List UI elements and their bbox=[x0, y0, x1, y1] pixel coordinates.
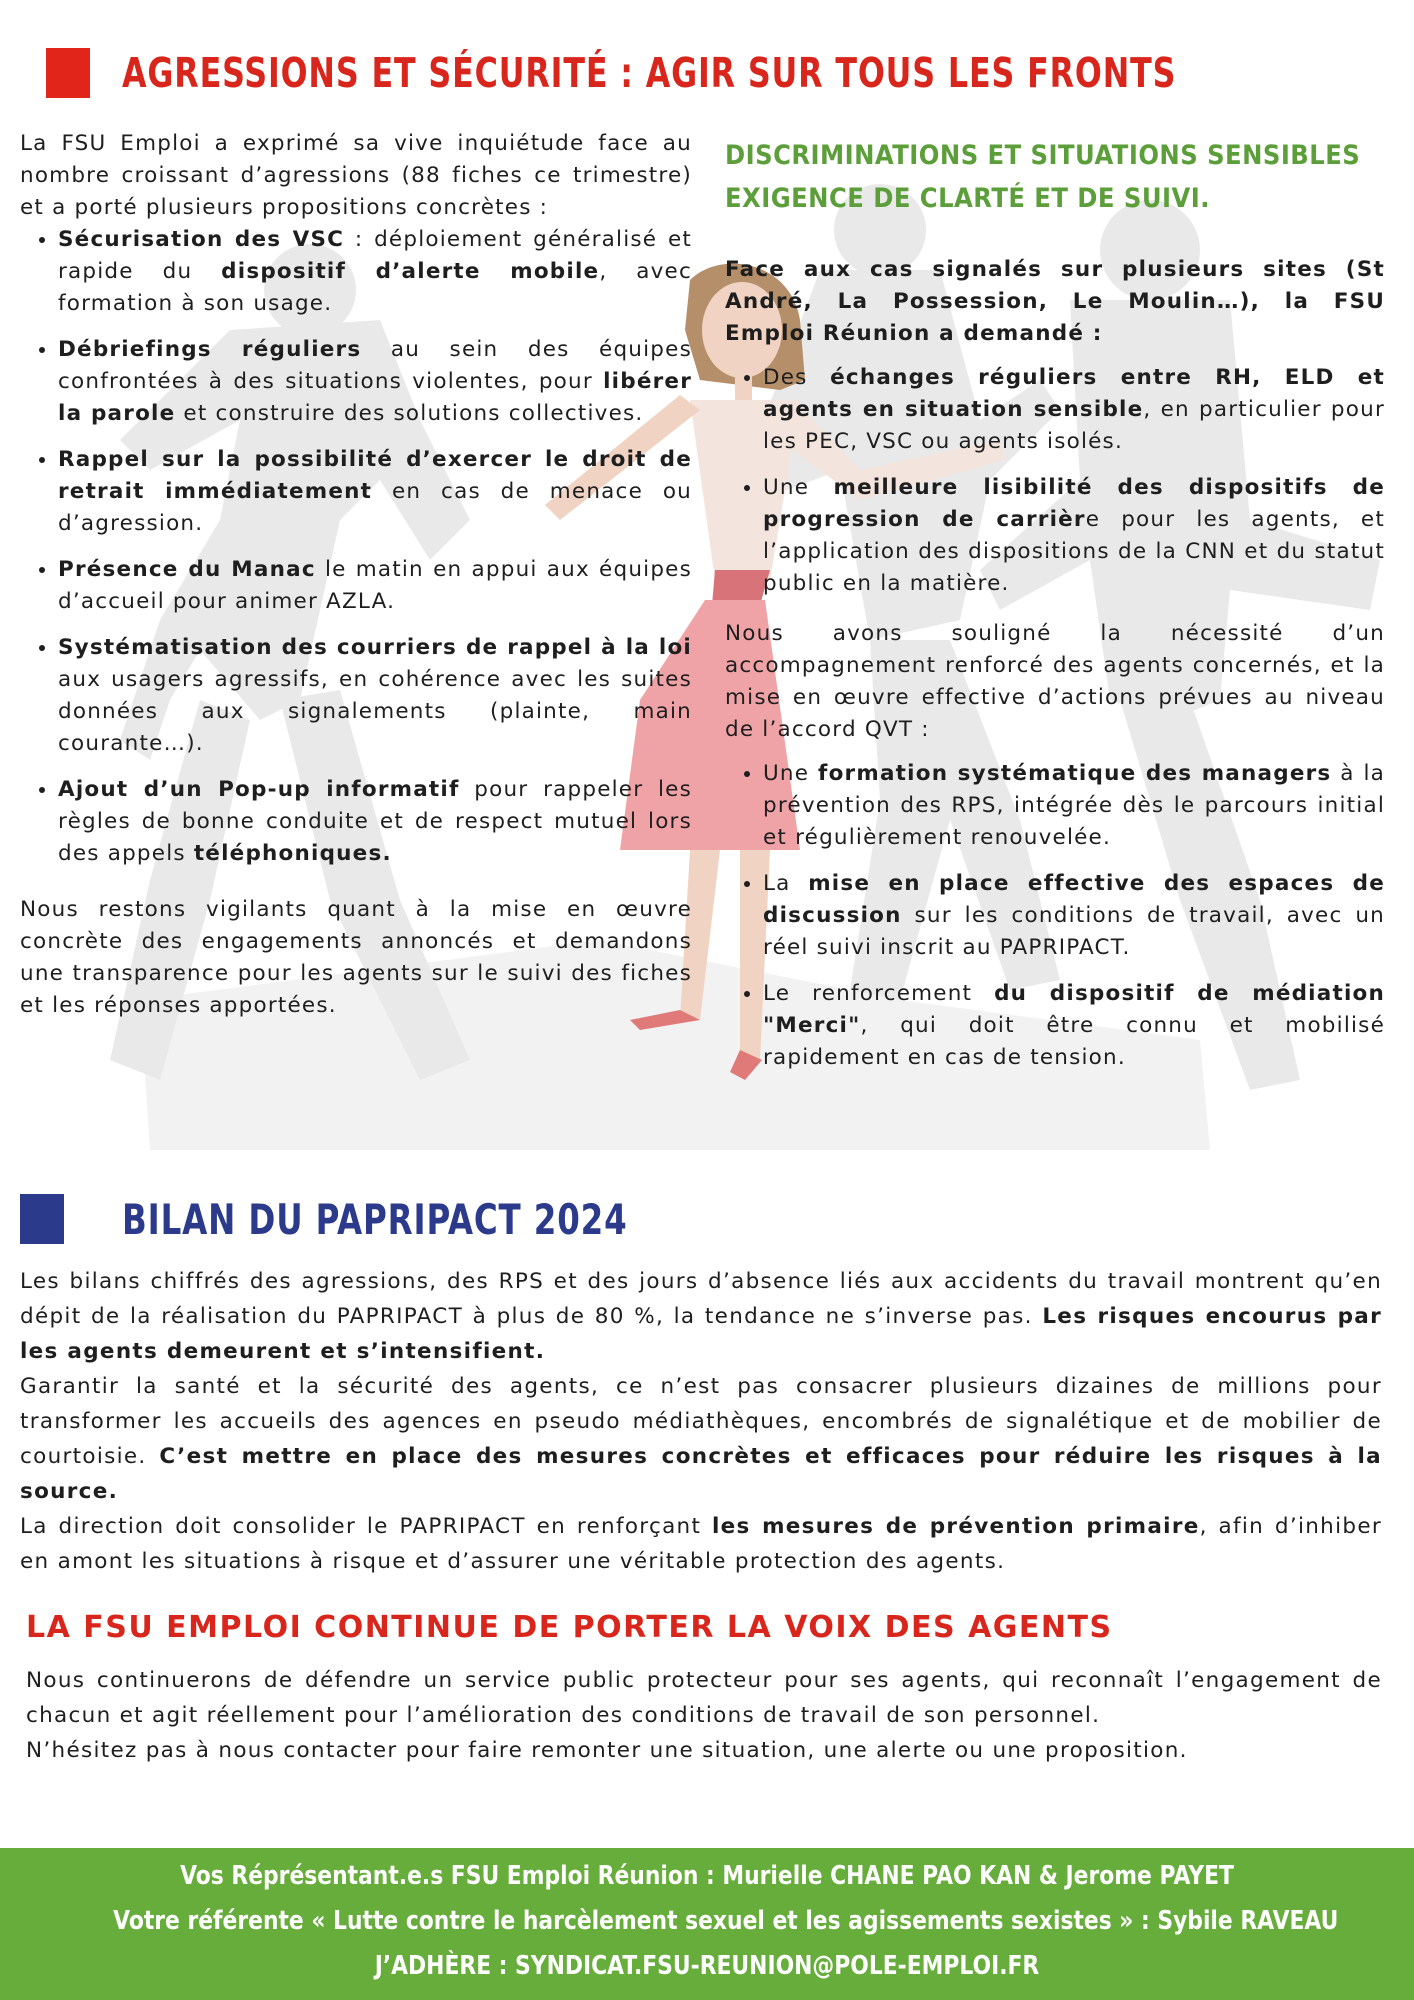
item-text: au sein des équipes confrontées à des situations violentes, pour bbox=[58, 337, 692, 394]
item-text: Une bbox=[763, 761, 819, 786]
item-text: sur les conditions de travail, avec un réel suivi inscrit au PAPRIPACT. bbox=[763, 903, 1385, 960]
item-text: le matin en appui aux équipes d’accueil pour animer AZLA. bbox=[58, 557, 693, 614]
agressions-closing: Nous restons vigilants quant à la mise en œuvre concrète des engagements annoncés et demandons une transparence pour les agents sur le suivi des fiches et les réponses apportées. bbox=[20, 897, 692, 1018]
item-text: Une bbox=[763, 475, 834, 500]
paragraph-bold: Les risques encourus par les agents demeurent et s’intensifient. bbox=[20, 1304, 1382, 1364]
agressions-intro: La FSU Emploi a exprimé sa vive inquiétude face au nombre croissant d’agressions (88 fiches ce trimestre) et a porté plusieurs propositions concrètes : bbox=[20, 131, 692, 220]
blue-square-marker bbox=[20, 1194, 64, 1244]
item-text: Le renforcement bbox=[763, 981, 995, 1006]
section-agressions-title: AGRESSIONS ET SÉCURITÉ : AGIR SUR TOUS LES FRONTS bbox=[122, 49, 1177, 97]
bilan-paragraph-2 bbox=[20, 1369, 1382, 1509]
item-text: Des bbox=[763, 365, 831, 390]
section-bilan-title: BILAN DU PAPRIPACT 2024 bbox=[122, 1194, 628, 1244]
list-item bbox=[58, 224, 692, 320]
item-bold: libérer la parole bbox=[58, 369, 692, 426]
item-bold: dispositif d’alerte mobile bbox=[221, 259, 600, 284]
voix-body bbox=[26, 1663, 1382, 1768]
list-item bbox=[763, 868, 1385, 964]
list-item bbox=[763, 472, 1385, 600]
item-text: : déploiement généralisé et rapide du bbox=[58, 227, 692, 284]
footer-representatives: Vos Réprésentant.e.s FSU Emploi Réunion : Murielle CHANE PAO KAN & Jerome PAYET bbox=[180, 1861, 1234, 1891]
section-agressions-header bbox=[46, 46, 1348, 100]
voix-paragraph-1: Nous continuerons de défendre un service public protecteur pour ses agents, qui reconnaît l’engagement de chacun et agit réellement pour l’amélioration des conditions de travail de son personnel. bbox=[26, 1668, 1382, 1728]
item-text: , avec formation à son usage. bbox=[58, 259, 692, 316]
qvt-actions-list bbox=[725, 758, 1385, 1074]
item-bold: téléphoniques. bbox=[193, 841, 392, 866]
discrimination-requests-list bbox=[725, 362, 1385, 600]
item-bold: formation systématique des managers bbox=[818, 761, 1332, 786]
section-voix-title: LA FSU EMPLOI CONTINUE DE PORTER LA VOIX DES AGENTS bbox=[26, 1610, 1113, 1645]
discrimination-heading bbox=[725, 134, 1382, 220]
item-bold: Ajout d’un Pop-up informatif bbox=[58, 777, 460, 802]
item-text: , en particulier pour les PEC, VSC ou agents isolés. bbox=[763, 397, 1386, 454]
item-bold: meilleure lisibilité des dispositifs de progression de carrièr bbox=[763, 475, 1385, 532]
discrimination-heading-line1: DISCRIMINATIONS ET SITUATIONS SENSIBLES bbox=[725, 140, 1361, 171]
bilan-body bbox=[20, 1264, 1382, 1579]
discrimination-heading-line2: EXIGENCE DE CLARTÉ ET DE SUIVI. bbox=[725, 183, 1210, 214]
item-bold: échanges réguliers entre RH, ELD et agents en situation sensible bbox=[763, 365, 1386, 422]
item-text: à la prévention des RPS, intégrée dès le parcours initial et régulièrement renouvelée. bbox=[763, 761, 1385, 850]
discrimination-middle: Nous avons souligné la nécessité d’un accompagnement renforcé des agents concernés, et la mise en œuvre effective d’actions prévues au niveau de l’accord QVT : bbox=[725, 621, 1385, 742]
red-square-marker bbox=[46, 48, 90, 98]
item-text: , qui doit être connu et mobilisé rapidement en cas de tension. bbox=[763, 1013, 1385, 1070]
paragraph-bold: C’est mettre en place des mesures concrètes et efficaces pour réduire les risques à la source. bbox=[20, 1444, 1382, 1504]
discrimination-intro: Face aux cas signalés sur plusieurs sites (St André, La Possession, Le Moulin…), la FSU Emploi Réunion a demandé : bbox=[725, 257, 1385, 346]
paragraph-text: La direction doit consolider le PAPRIPACT en renforçant bbox=[20, 1514, 712, 1539]
list-item bbox=[58, 334, 692, 430]
item-text: en cas de menace ou d’agression. bbox=[58, 479, 693, 536]
item-bold: Présence du Manac bbox=[58, 557, 316, 582]
item-text: aux usagers agressifs, en cohérence avec les suites données aux signalements (plainte, main courante…). bbox=[58, 667, 692, 756]
voix-paragraph-2: N’hésitez pas à nous contacter pour faire remonter une situation, une alerte ou une proposition. bbox=[26, 1738, 1188, 1763]
bilan-paragraph-3 bbox=[20, 1509, 1382, 1579]
list-item bbox=[763, 978, 1385, 1074]
item-bold: mise en place effective des espaces de discussion bbox=[763, 871, 1385, 928]
list-item bbox=[58, 444, 692, 540]
list-item bbox=[58, 554, 692, 618]
paragraph-text: , afin d’inhiber en amont les situations à risque et d’assurer une véritable protection des agents. bbox=[20, 1514, 1382, 1574]
list-item bbox=[58, 774, 692, 870]
paragraph-bold: les mesures de prévention primaire bbox=[712, 1514, 1200, 1539]
footer-adhere-email: J’ADHÈRE : SYNDICAT.FSU-REUNION@POLE-EMPLOI.FR bbox=[374, 1951, 1040, 1981]
discrimination-column bbox=[725, 134, 1385, 1074]
bilan-paragraph-1 bbox=[20, 1264, 1382, 1369]
item-text: pour rappeler les règles de bonne conduite et de respect mutuel lors des appels bbox=[58, 777, 692, 866]
footer-banner bbox=[0, 1848, 1414, 2000]
section-bilan-header bbox=[20, 1192, 710, 1246]
item-bold: Débriefings réguliers bbox=[58, 337, 362, 362]
agressions-proposals-list bbox=[20, 224, 692, 870]
item-text: La bbox=[763, 871, 809, 896]
paragraph-text: Garantir la santé et la sécurité des agents, ce n’est pas consacrer plusieurs dizaines de millions pour transformer les accueils des agences en pseudo médiathèques, encombrés de signalétique et de mobilier de courtoisie. bbox=[20, 1374, 1382, 1469]
list-item bbox=[763, 362, 1385, 458]
item-text: et construire des solutions collectives. bbox=[175, 401, 644, 426]
item-bold: Rappel sur la possibilité d’exercer le droit de retrait immédiatement bbox=[58, 447, 692, 504]
item-bold: Systématisation des courriers de rappel à la loi bbox=[58, 635, 692, 660]
agressions-column bbox=[20, 128, 692, 1022]
paragraph-text: Les bilans chiffrés des agressions, des RPS et des jours d’absence liés aux accidents du travail montrent qu’en dépit de la réalisation du PAPRIPACT à plus de 80 %, la tendance ne s’inverse pas. bbox=[20, 1269, 1382, 1329]
list-item bbox=[763, 758, 1385, 854]
item-text: e pour les agents, et l’application des dispositions de la CNN et du statut public en la matière. bbox=[763, 507, 1385, 596]
list-item bbox=[58, 632, 692, 760]
item-bold: Sécurisation des VSC bbox=[58, 227, 345, 252]
item-bold: du dispositif de médiation "Merci" bbox=[763, 981, 1385, 1038]
footer-referente: Votre référente « Lutte contre le harcèlement sexuel et les agissements sexistes » : Sybile RAVEAU bbox=[113, 1906, 1339, 1936]
